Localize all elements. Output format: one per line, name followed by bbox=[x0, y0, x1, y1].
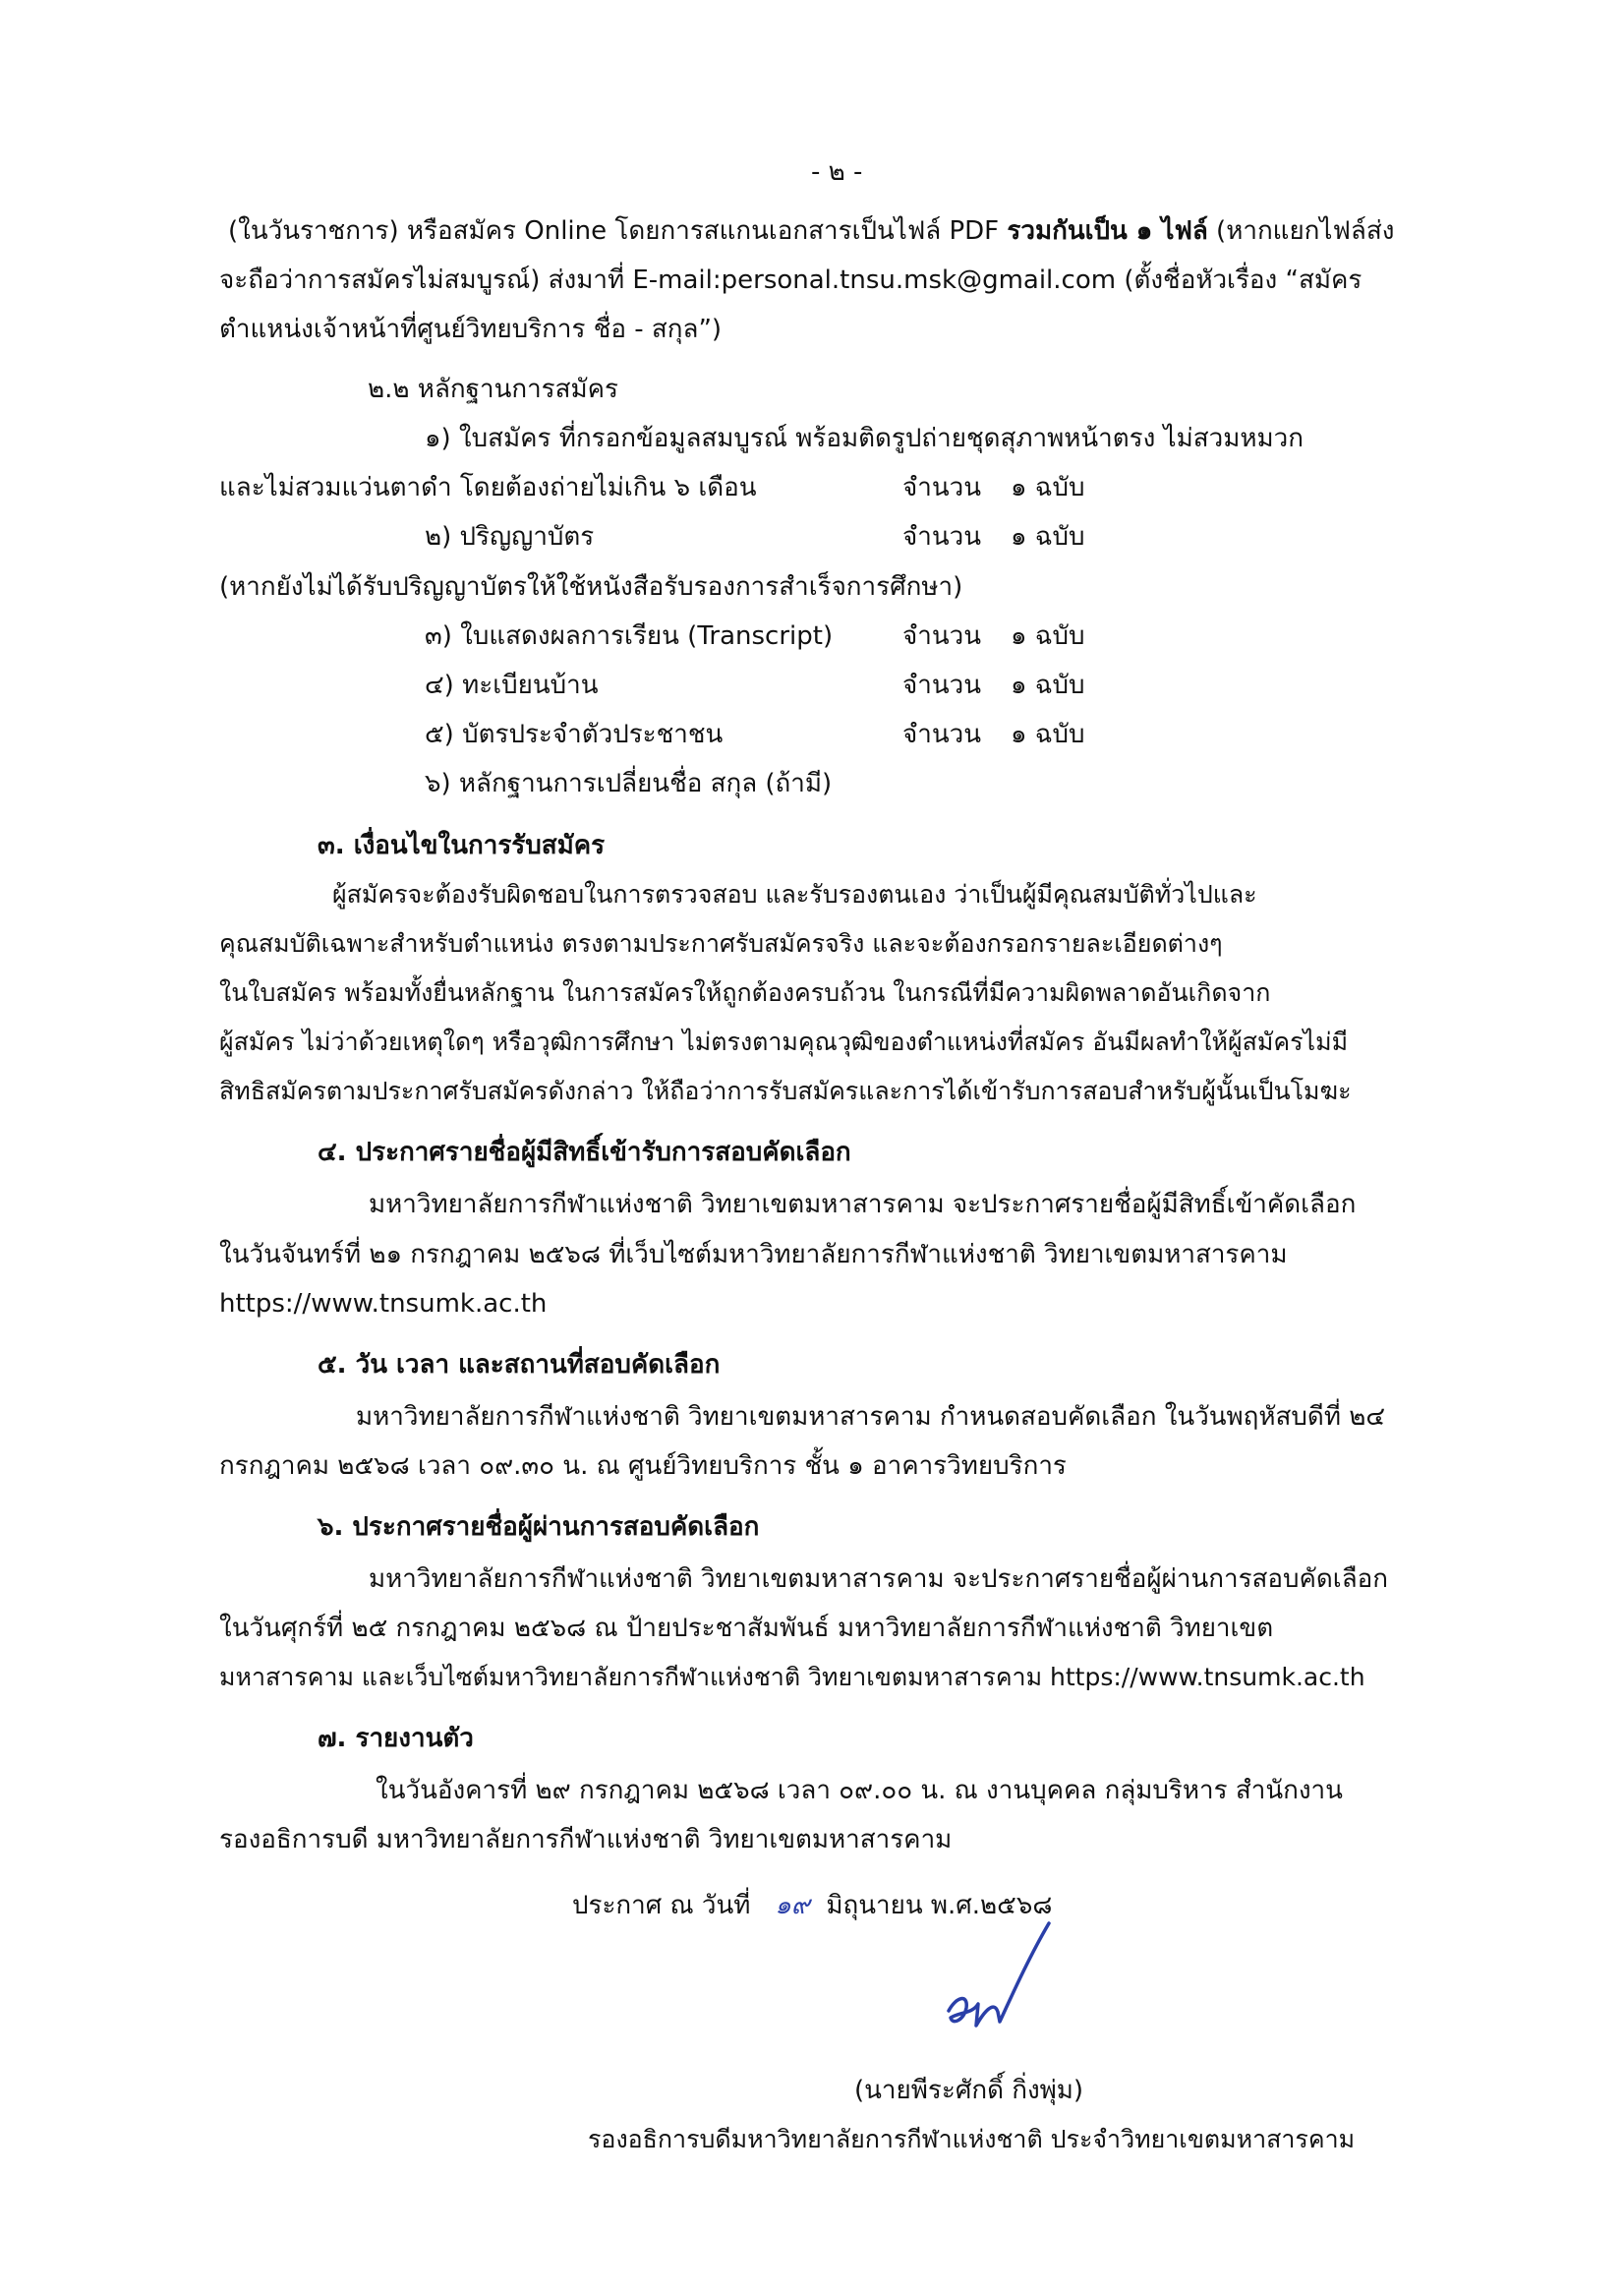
evidence-item-1-line-1: ๑) ใบสมัคร ที่กรอกข้อมูลสมบูรณ์ พร้อมติดรูปถ่ายชุดสุภาพหน้าตรง ไม่สวมหมวก bbox=[425, 424, 1304, 453]
announce-day: ๑๙ bbox=[775, 1891, 810, 1920]
section-6-heading: ๖. ประกาศรายชื่อผู้ผ่านการสอบคัดเลือก bbox=[318, 1512, 760, 1542]
signer-name: (นายพีระศักดิ์ กิ่งพุ่ม) bbox=[854, 2076, 1084, 2105]
qty-label: จำนวน bbox=[902, 522, 981, 552]
intro-line-2: จะถือว่าการสมัครไม่สมบูรณ์) ส่งมาที่ E-mail:personal.tnsu.msk@gmail.com (ตั้งชื่อหัวเรื่อง “สมัคร bbox=[219, 265, 1363, 295]
section-6-line-2: ในวันศุกร์ที่ ๒๕ กรกฎาคม ๒๕๖๘ ณ ป้ายประชาสัมพันธ์ มหาวิทยาลัยการกีฬาแห่งชาติ วิทยาเขต bbox=[219, 1614, 1274, 1643]
qty-label: จำนวน bbox=[902, 473, 981, 502]
evidence-heading: ๒.๒ หลักฐานการสมัคร bbox=[368, 375, 619, 404]
qty-value: ๑ ฉบับ bbox=[1011, 720, 1085, 749]
intro-line-1-c: (หากแยกไฟล์ส่ง bbox=[1207, 216, 1395, 246]
section-3-line-1: ผู้สมัครจะต้องรับผิดชอบในการตรวจสอบ และรับรองตนเอง ว่าเป็นผู้มีคุณสมบัติทั่วไปและ bbox=[332, 880, 1257, 909]
section-3-heading: ๓. เงื่อนไขในการรับสมัคร bbox=[318, 831, 606, 860]
section-3-line-2: คุณสมบัติเฉพาะสำหรับตำแหน่ง ตรงตามประกาศรับสมัครจริง และจะต้องกรอกรายละเอียดต่างๆ bbox=[219, 929, 1223, 958]
section-6-line-3: มหาสารคาม และเว็บไซต์มหาวิทยาลัยการกีฬาแห่งชาติ วิทยาเขตมหาสารคาม https://www.tnsumk.ac.th bbox=[219, 1663, 1365, 1691]
evidence-item-4: ๔) ทะเบียนบ้าน bbox=[425, 671, 599, 700]
section-3-line-5: สิทธิสมัครตามประกาศรับสมัครดังกล่าว ให้ถือว่าการรับสมัครและการได้เข้ารับการสอบสำหรับผู้นั้นเป็นโมฆะ bbox=[219, 1077, 1352, 1105]
qty-label: จำนวน bbox=[902, 621, 981, 651]
announce-prefix: ประกาศ ณ วันที่ bbox=[572, 1891, 751, 1920]
section-7-heading: ๗. รายงานตัว bbox=[318, 1724, 474, 1753]
qty-value: ๑ ฉบับ bbox=[1011, 522, 1085, 552]
announce-suffix: มิถุนายน พ.ศ.๒๕๖๘ bbox=[826, 1891, 1053, 1920]
section-3-line-3: ในใบสมัคร พร้อมทั้งยื่นหลักฐาน ในการสมัครให้ถูกต้องครบถ้วน ในกรณีที่มีความผิดพลาดอันเกิดจาก bbox=[219, 978, 1271, 1007]
qty-value: ๑ ฉบับ bbox=[1011, 473, 1085, 502]
intro-line-3: ตำแหน่งเจ้าหน้าที่ศูนย์วิทยบริการ ชื่อ - สกุล”) bbox=[219, 315, 723, 344]
evidence-item-5: ๕) บัตรประจำตัวประชาชน bbox=[425, 720, 724, 749]
section-4-url: https://www.tnsumk.ac.th bbox=[219, 1289, 548, 1319]
qty-label: จำนวน bbox=[902, 671, 981, 700]
intro-line-1-a: (ในวันราชการ) หรือสมัคร Online โดยการสแกนเอกสารเป็นไฟล์ PDF bbox=[228, 216, 1008, 246]
section-7-line-2: รองอธิการบดี มหาวิทยาลัยการกีฬาแห่งชาติ วิทยาเขตมหาสารคาม bbox=[219, 1825, 953, 1854]
section-3-line-4: ผู้สมัคร ไม่ว่าด้วยเหตุใดๆ หรือวุฒิการศึกษา ไม่ตรงตามคุณวุฒิของตำแหน่งที่สมัคร อันมีผลทำให้ผู้สมัครไม่มี bbox=[219, 1028, 1349, 1056]
page-number: - ๒ - bbox=[811, 157, 863, 187]
evidence-item-3: ๓) ใบแสดงผลการเรียน (Transcript) bbox=[425, 621, 834, 651]
evidence-item-2: ๒) ปริญญาบัตร bbox=[425, 522, 595, 552]
section-6-line-1: มหาวิทยาลัยการกีฬาแห่งชาติ วิทยาเขตมหาสารคาม จะประกาศรายชื่อผู้ผ่านการสอบคัดเลือก bbox=[369, 1564, 1388, 1594]
section-5-heading: ๕. วัน เวลา และสถานที่สอบคัดเลือก bbox=[318, 1350, 721, 1380]
evidence-item-2-note: (หากยังไม่ได้รับปริญญาบัตรให้ใช้หนังสือรับรองการสำเร็จการศึกษา) bbox=[219, 572, 963, 602]
qty-value: ๑ ฉบับ bbox=[1011, 671, 1085, 700]
qty-value: ๑ ฉบับ bbox=[1011, 621, 1085, 651]
intro-line-1 bbox=[228, 218, 1394, 244]
signer-position: รองอธิการบดีมหาวิทยาลัยการกีฬาแห่งชาติ ประจำวิทยาเขตมหาสารคาม bbox=[588, 2125, 1356, 2153]
qty-label: จำนวน bbox=[902, 720, 981, 749]
section-4-line-2: ในวันจันทร์ที่ ๒๑ กรกฎาคม ๒๕๖๘ ที่เว็บไซต์มหาวิทยาลัยการกีฬาแห่งชาติ วิทยาเขตมหาสารคาม bbox=[219, 1240, 1288, 1269]
evidence-item-1-line-2: และไม่สวมแว่นตาดำ โดยต้องถ่ายไม่เกิน ๖ เดือน bbox=[219, 473, 757, 502]
section-4-heading: ๔. ประกาศรายชื่อผู้มีสิทธิ์เข้ารับการสอบคัดเลือก bbox=[318, 1138, 851, 1167]
section-4-line-1: มหาวิทยาลัยการกีฬาแห่งชาติ วิทยาเขตมหาสารคาม จะประกาศรายชื่อผู้มีสิทธิ์เข้าคัดเลือก bbox=[369, 1190, 1357, 1219]
intro-line-1-bold: รวมกันเป็น ๑ ไฟล์ bbox=[1007, 216, 1208, 246]
announce-date-line bbox=[572, 1893, 1052, 1918]
section-5-line-2: กรกฎาคม ๒๕๖๘ เวลา ๐๙.๓๐ น. ณ ศูนย์วิทยบริการ ชั้น ๑ อาคารวิทยบริการ bbox=[219, 1451, 1067, 1481]
signature-mark bbox=[939, 1917, 1076, 2045]
evidence-item-6: ๖) หลักฐานการเปลี่ยนชื่อ สกุล (ถ้ามี) bbox=[425, 769, 833, 798]
section-7-line-1: ในวันอังคารที่ ๒๙ กรกฎาคม ๒๕๖๘ เวลา ๐๙.๐๐ น. ณ งานบุคคล กลุ่มบริหาร สำนักงาน bbox=[376, 1776, 1343, 1805]
section-5-line-1: มหาวิทยาลัยการกีฬาแห่งชาติ วิทยาเขตมหาสารคาม กำหนดสอบคัดเลือก ในวันพฤหัสบดีที่ ๒๔ bbox=[356, 1402, 1386, 1432]
